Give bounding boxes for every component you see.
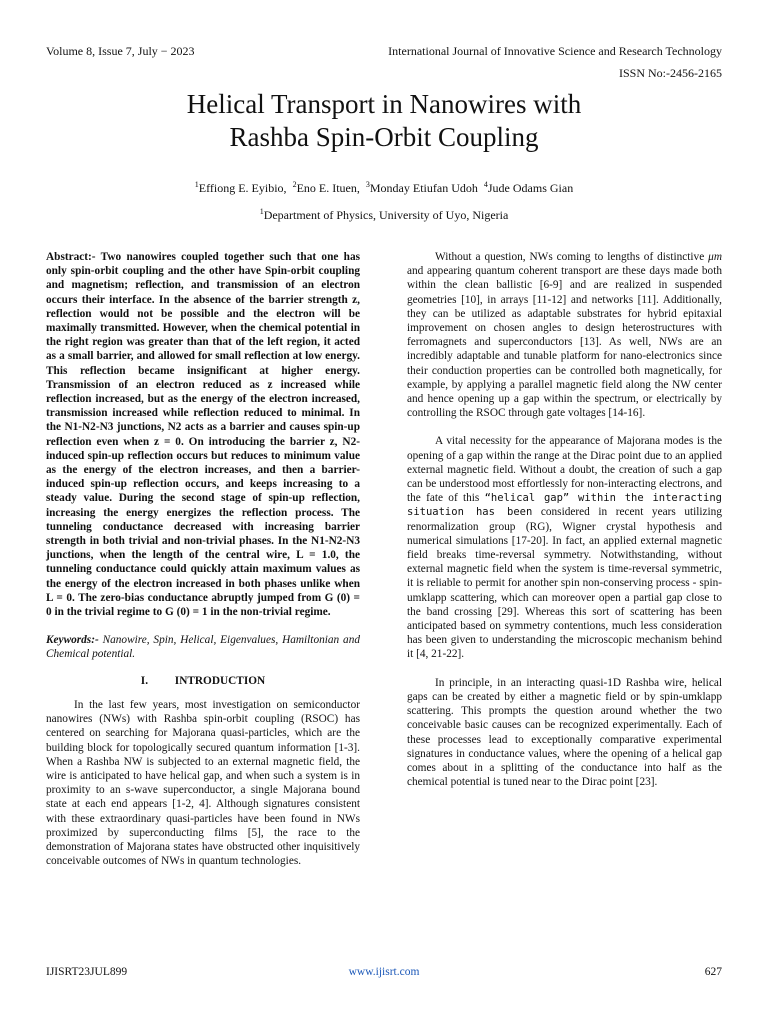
title-line-1: Helical Transport in Nanowires with bbox=[186, 89, 582, 119]
abstract bbox=[46, 250, 360, 619]
author-3: Monday Etiufan Udoh bbox=[369, 181, 478, 195]
keywords-text: Nanowire, Spin, Helical, Eigenvalues, Hamiltonian and Chemical potential. bbox=[46, 634, 360, 661]
author-1: Effiong E. Eyibio, bbox=[198, 181, 287, 195]
abstract-label: Abstract:- bbox=[46, 251, 96, 263]
volume-issue: Volume 8, Issue 7, July − 2023 bbox=[46, 44, 195, 58]
rp2-before: A vital necessity for the appearance of Majorana modes is the opening of a gap within the range at the Dirac point due to an applied external magnetic field. Without a doubt, the creation of such a gap can be understood most effortlessly for non-interacting electrons, and the fate of this bbox=[407, 435, 722, 505]
left-column bbox=[46, 250, 360, 868]
paper-code: IJISRT23JUL899 bbox=[46, 966, 128, 978]
rp2-helical: “helical gap” within the interacting situation has been bbox=[407, 492, 722, 519]
right-paragraph-1 bbox=[407, 250, 722, 420]
affiliation bbox=[0, 207, 768, 223]
keywords-label: Keywords:- bbox=[46, 634, 99, 647]
section-number: I. bbox=[140, 674, 149, 687]
right-paragraph-2 bbox=[407, 434, 722, 661]
affiliation-sup: 1 bbox=[259, 207, 264, 216]
keywords bbox=[46, 633, 360, 661]
author-list bbox=[0, 180, 768, 196]
author-1-sup: 1 bbox=[194, 180, 199, 189]
intro-paragraph-1: In the last few years, most investigation on semiconductor nanowires (NWs) with Rashba spin-orbit coupling (RSOC) has centered on searching for Majorana quasi-particles, which are the building block for topologically secured quantum information [1-3]. When a Rashba NW is subjected to an external magnetic field, the wire is anticipated to have helical gap, and when such a system is in proximity to an s-wave superconductor, a single Majorana bound state at each end appears [1-2, 4]. Although signatures consistent with these extraordinary quasi-particles have been found in NWs proximized by superconducting films [5], the race to the demonstration of Majorana states have obstructed other inquisitively conceivable outcomes of NWs in quantum technologies. bbox=[46, 698, 360, 868]
rp2-after: considered in recent years utilizing renormalization group (RG), Wigner crystal hypothesis and numerical simulations [17-20]. In fact, an applied external magnetic field breaks time-reversal symmetry. Notwithstanding, without external magnetic field when the system is time-reversal symmetric, it is reliable to permit for another spin non-conserving process - spin-umklapp scattering, which can moreover open a partial gap close to the band crossing [29]. Whereas this sort of scattering has been anticipated based on symmetry contentions, much less consideration has been given to understanding the microscopic mechanism behind it [4, 21-22]. bbox=[407, 506, 722, 661]
rp1-before: Without a question, NWs coming to lengths of distinctive bbox=[435, 251, 705, 263]
abstract-text: Two nanowires coupled together such that one has only spin-orbit coupling and the other have Spin-orbit coupling and magnetism; reflection, and transmission of an electron occurs their interface. In the absence of the barrier strength z, reflection would not be possible and the electron will be maximally transmitted. However, when the chemical potential in the right region was greater than that of the left region, it acted as a small barrier, and allowed for small reflection at low energy. This reflection became insignificant at higher energy. Transmission of an electron reduced as z increased while reflection increased, but as the energy of the electron increased, transmission increased while reflection reduced to minimal. In the N1-N2-N3 junctions, N2 acts as a barrier and causes spin-up reflection even when z = 0. On introducing the barrier z, N2-induced spin-up reflection occurs but reduces to minimum value as the energy of the electron increases, and then a barrier-induced spin-up reflection occurs, and keeps increasing to a steady value. During the second stage of spin-up reflection, increasing the energy energizes the reflection process. The tunneling conductance decreased with increasing barrier strength in both trivial and non-trivial phases. In the N1-N2-N3 junctions, when the length of the central wire, L = 1.0, the tunneling conductance could quickly attain maximum values as the energy of the electron increased in both phases unlike when L = 0. The zero-bias conductance abruptly jumped from G (0) = 0 in the trivial regime to G (0) = 1 in the non-trivial regime. bbox=[46, 251, 360, 619]
issn-number: ISSN No:-2456-2165 bbox=[618, 66, 722, 80]
author-3-sup: 3 bbox=[365, 180, 370, 189]
affiliation-text: Department of Physics, University of Uyo, Nigeria bbox=[263, 208, 509, 222]
author-2: Eno E. Ituen, bbox=[296, 181, 360, 195]
journal-name: International Journal of Innovative Science and Research Technology bbox=[388, 44, 722, 58]
journal-url-link[interactable]: www.ijisrt.com bbox=[348, 966, 420, 978]
page-number: 627 bbox=[704, 966, 722, 978]
section-title: INTRODUCTION bbox=[174, 674, 266, 687]
author-4-sup: 4 bbox=[483, 180, 488, 189]
paper-title bbox=[0, 88, 768, 154]
rp1-mu: μm bbox=[708, 251, 723, 263]
author-4: Jude Odams Gian bbox=[487, 181, 574, 195]
author-2-sup: 2 bbox=[292, 180, 297, 189]
rp1-after: and appearing quantum coherent transport are these days made both within the clean ballistic [6-9] and are realized in suspended geometries [10], in arrays [11-12] and networks [11]. Additionally, they can be utilized as adaptable substrates for hybrid epitaxial improvement on chosen angles to design heterostructures with ferromagnets and superconductors [13]. As well, NWs are an incredibly adaptable and tunable platform for nano-electronics since their conduction properties can be controlled both magnetically, for example, by applying a parallel magnetic field along the NW center and hence opening up a gap within the spectrum, or electrically by controlling the RSOC through gate voltages [14-16]. bbox=[407, 265, 722, 420]
right-column bbox=[407, 250, 722, 789]
section-heading bbox=[46, 674, 360, 688]
title-line-2: Rashba Spin-Orbit Coupling bbox=[229, 122, 539, 152]
right-paragraph-3: In principle, in an interacting quasi-1D Rashba wire, helical gaps can be created by either a magnetic field or by spin-umklapp scattering. This prompts the question around whether the two conceivable basic causes can be recognized experimentally. Each of these processes lead to exceptionally comparative experimental signatures in conductance values, where the opening of a helical gap comes about in a splitting of the conductance into half as the chemical potential is tuned near to the Dirac point [23]. bbox=[407, 676, 722, 789]
journal-url bbox=[0, 966, 768, 978]
